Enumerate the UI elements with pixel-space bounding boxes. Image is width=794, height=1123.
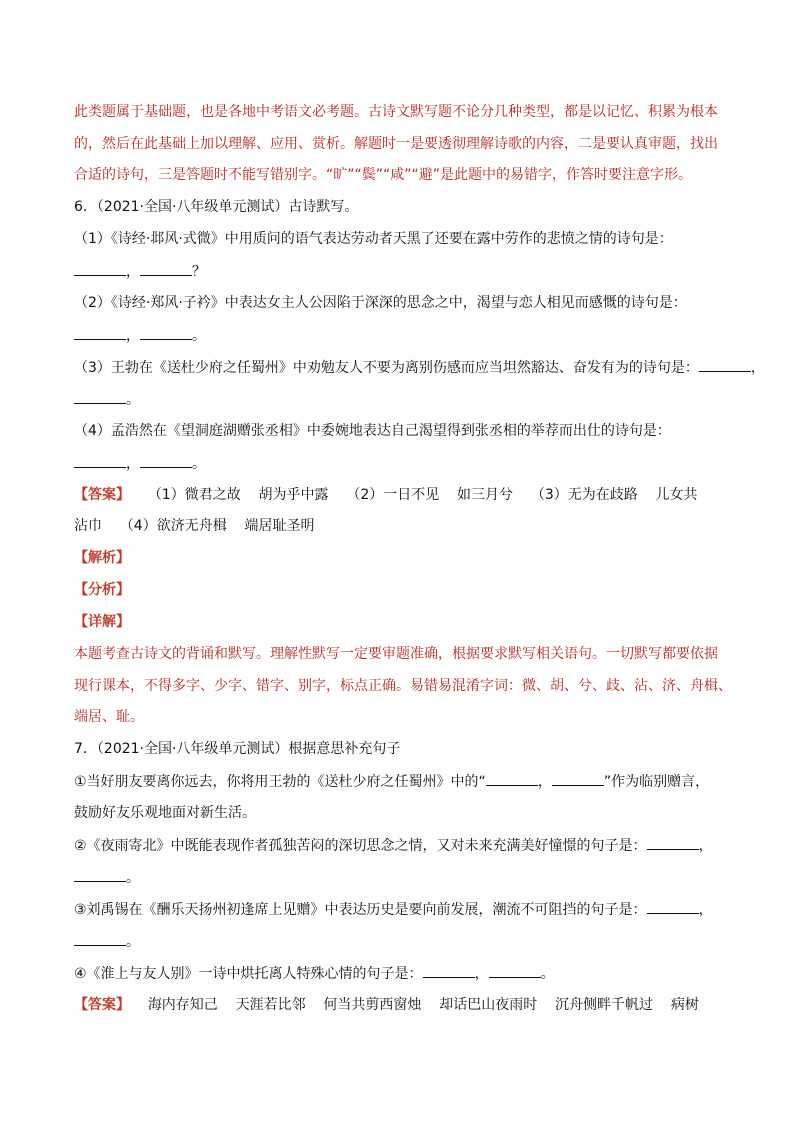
q6-header: 6．（2021·全国·八年级单元测试）古诗默写。 <box>74 199 359 215</box>
analysis-tag: 【解析】 <box>74 550 130 566</box>
answer-tag: 【答案】 <box>74 487 130 503</box>
q6-part2-blanks: ， 。 <box>74 325 734 346</box>
q7-item-2-cont: 。 <box>74 867 734 888</box>
answer-blank[interactable] <box>74 389 126 404</box>
q7-item-3-cont: 。 <box>74 931 734 952</box>
q6-answer-line-1: 【答案】 （1）微君之故 胡为乎中露 （2）一日不见 如三月兮 （3）无为在歧路 儿女共 <box>74 487 698 503</box>
answer-blank[interactable] <box>140 453 192 468</box>
answer-blank[interactable] <box>74 325 126 340</box>
q6-part3-blanks: 。 <box>74 389 734 410</box>
q6-part1-blanks: ， ？ <box>74 261 734 282</box>
answer-tag: 【答案】 <box>74 997 130 1013</box>
q6-answer-line-2: 沾巾 （4）欲济无舟楫 端居耻圣明 <box>74 518 315 534</box>
detail-line-1: 本题考查古诗文的背诵和默写。理解性默写一定要审题准确，根据要求默写相关语句。一切默写都要依据 <box>74 646 718 662</box>
answer-blank[interactable] <box>140 261 192 276</box>
q7-header: 7．（2021·全国·八年级单元测试）根据意思补充句子 <box>74 741 401 757</box>
q6-part3: （3）王勃在《送杜少府之任蜀州》中劝勉友人不要为离别伤感而应当坦然豁达、奋发有为的诗句是： ， <box>74 357 734 378</box>
detail-tag: 【详解】 <box>74 614 130 630</box>
answer-blank[interactable] <box>486 771 538 786</box>
detail-line-2: 现行课本，不得多字、少字、错字、别字，标点正确。易错易混淆字词：微、胡、兮、歧、沾、济、舟楫、 <box>74 678 732 694</box>
answer-blank[interactable] <box>647 835 699 850</box>
answer-blank[interactable] <box>423 963 475 978</box>
answer-blank[interactable] <box>74 261 126 276</box>
answer-blank[interactable] <box>647 899 699 914</box>
q7-item-1-cont: 鼓励好友乐观地面对新生活。 <box>74 805 256 821</box>
answer-blank[interactable] <box>699 357 751 372</box>
explanation-line-1: 此类题属于基础题，也是各地中考语文必考题。古诗文默写题不论分几种类型，都是以记忆、积累为根本 <box>74 104 718 120</box>
answer-blank[interactable] <box>74 931 126 946</box>
q6-part2: （2）《诗经·郑风·子衿》中表达女主人公因陷于深深的思念之中，渴望与恋人相见而感慨的诗句是： <box>74 295 687 311</box>
answer-blank[interactable] <box>74 453 126 468</box>
answer-blank[interactable] <box>489 963 541 978</box>
q6-part4: （4）孟浩然在《望洞庭湖赠张丞相》中委婉地表达自己渴望得到张丞相的举荐而出仕的诗句是： <box>74 423 671 439</box>
answer-blank[interactable] <box>74 867 126 882</box>
q7-answer-line: 【答案】 海内存知己 天涯若比邻 何当共剪西窗烛 却话巴山夜雨时 沉舟侧畔千帆过 病树 <box>74 997 699 1013</box>
explanation-line-2: 的，然后在此基础上加以理解、应用、赏析。解题时一是要透彻理解诗歌的内容，二是要认真审题，找出 <box>74 136 718 152</box>
q7-item-2: ②《夜雨寄北》中既能表现作者孤独苦闷的深切思念之情，又对未来充满美好憧憬的句子是： ， <box>74 835 734 856</box>
explanation-line-3: 合适的诗句，三是答题时不能写错别字。“旷”“鬓”“咸”“避”是此题中的易错字，作答时要注意字形。 <box>74 167 693 183</box>
q7-item-4: ④《淮上与友人别》一诗中烘托离人特殊心情的句子是： ， 。 <box>74 963 734 984</box>
q7-item-3: ③刘禹锡在《酬乐天扬州初逢席上见赠》中表达历史是要向前发展，潮流不可阻挡的句子是： ， <box>74 899 734 920</box>
answer-blank[interactable] <box>552 771 604 786</box>
q6-part4-blanks: ， 。 <box>74 453 734 474</box>
detail-line-3: 端居、耻。 <box>74 709 144 725</box>
fenxi-tag: 【分析】 <box>74 582 130 598</box>
q6-part1: （1）《诗经·邶风·式微》中用质问的语气表达劳动者天黑了还要在露中劳作的悲愤之情的诗句是： <box>74 231 673 247</box>
answer-blank[interactable] <box>140 325 192 340</box>
q7-item-1: ①当好朋友要离你远去，你将用王勃的《送杜少府之任蜀州》中的“ ， ”作为临别赠言， <box>74 771 734 792</box>
